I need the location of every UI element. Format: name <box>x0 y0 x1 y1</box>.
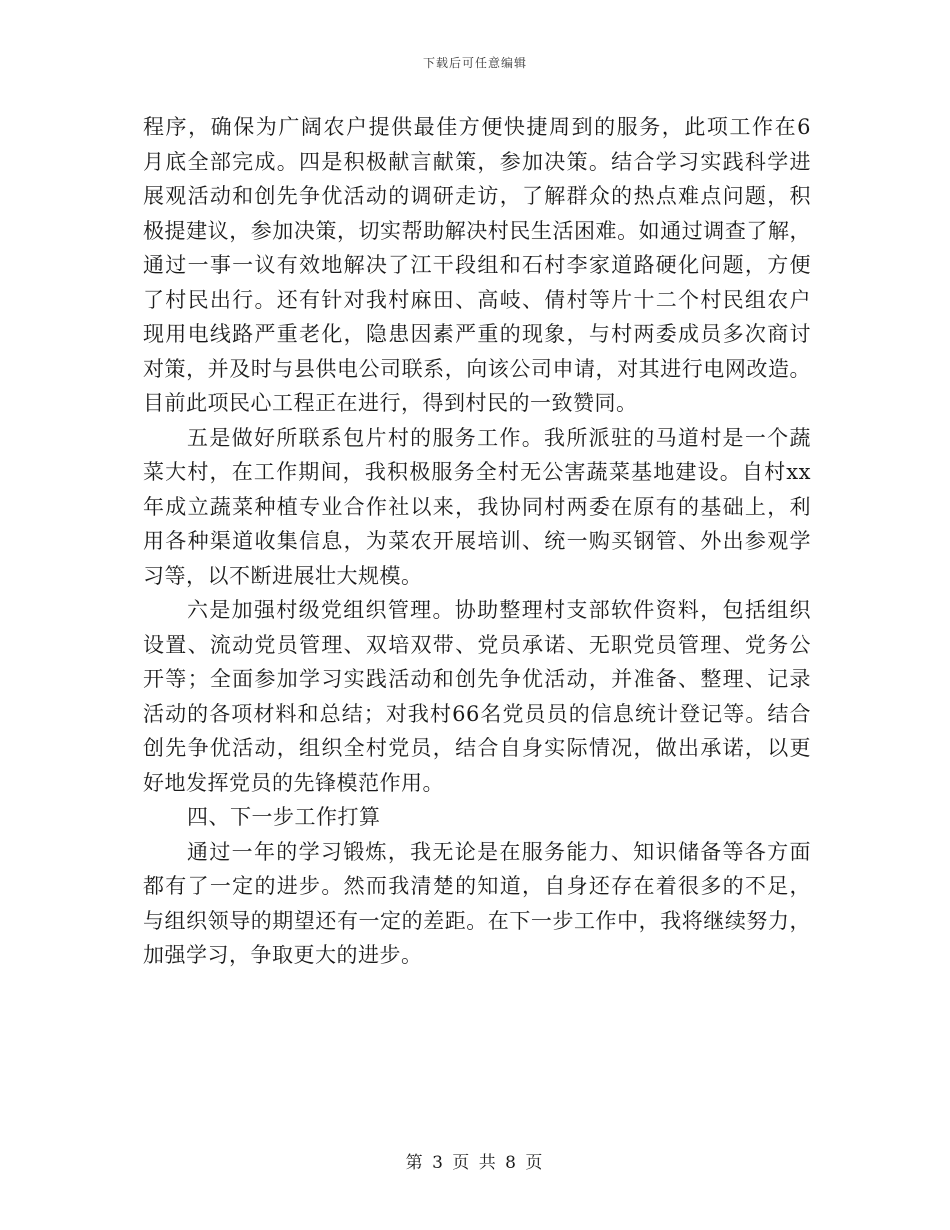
text-line: 开等；全面参加学习实践活动和创先争优活动，并准备、整理、记录 <box>143 667 811 691</box>
text-line: 习等，以不断进展壮大规模。 <box>143 563 423 588</box>
text-line: 创先争优活动，组织全村党员，结合自身实际情况，做出承诺，以更 <box>143 736 811 760</box>
page-number: 第 3 页 共 8 页 <box>405 1153 545 1173</box>
document-body <box>143 110 811 973</box>
text-line: 五是做好所联系包片村的服务工作。我所派驻的马道村是一个蔬 <box>187 425 811 450</box>
text-line: 加强学习，争取更大的进步。 <box>143 943 423 967</box>
text-line: 六是加强村级党组织管理。协助整理村支部软件资料，包括组织 <box>187 598 811 622</box>
text-line: 年成立蔬菜种植专业合作社以来，我协同村两委在原有的基础上，利 <box>143 494 811 519</box>
text-line: 通过一年的学习锻炼，我无论是在服务能力、知识储备等各方面 <box>187 839 811 864</box>
text-line: 展观活动和创先争优活动的调研走访，了解群众的热点难点问题，积 <box>143 184 811 208</box>
page-header: 下载后可任意编辑 <box>422 56 527 70</box>
text-line: 对策，并及时与县供电公司联系，向该公司申请，对其进行电网改造。 <box>143 356 811 381</box>
text-line: 通过一事一议有效地解决了江干段组和石村李家道路硬化问题，方便 <box>143 253 811 277</box>
text-line: 与组织领导的期望还有一定的差距。在下一步工作中，我将继续努力， <box>143 908 811 933</box>
text-line: 活动的各项材料和总结；对我村66名党员员的信息统计登记等。结合 <box>143 701 811 726</box>
text-line: 四、下一步工作打算 <box>187 805 381 829</box>
text-line: 用各种渠道收集信息，为菜农开展培训、统一购买钢管、外出参观学 <box>143 529 811 553</box>
text-line: 菜大村，在工作期间，我积极服务全村无公害蔬菜基地建设。自村xx <box>143 460 811 484</box>
text-line: 程序，确保为广阔农户提供最佳方便快捷周到的服务，此项工作在6 <box>143 115 811 139</box>
text-line: 设置、流动党员管理、双培双带、党员承诺、无职党员管理、党务公 <box>143 632 811 657</box>
text-line: 都有了一定的进步。然而我清楚的知道，自身还存在着很多的不足， <box>143 874 811 898</box>
text-line: 月底全部完成。四是积极献言献策，参加决策。结合学习实践科学进 <box>143 149 811 174</box>
text-line: 好地发挥党员的先锋模范作用。 <box>143 770 444 795</box>
text-line: 极提建议，参加决策，切实帮助解决村民生活困难。如通过调查了解， <box>143 218 811 243</box>
text-line: 现用电线路严重老化，隐患因素严重的现象，与村两委成员多次商讨 <box>143 322 811 346</box>
text-line: 目前此项民心工程正在进行，得到村民的一致赞同。 <box>143 391 638 415</box>
text-line: 了村民出行。还有针对我村麻田、高岐、倩村等片十二个村民组农户 <box>143 287 811 312</box>
